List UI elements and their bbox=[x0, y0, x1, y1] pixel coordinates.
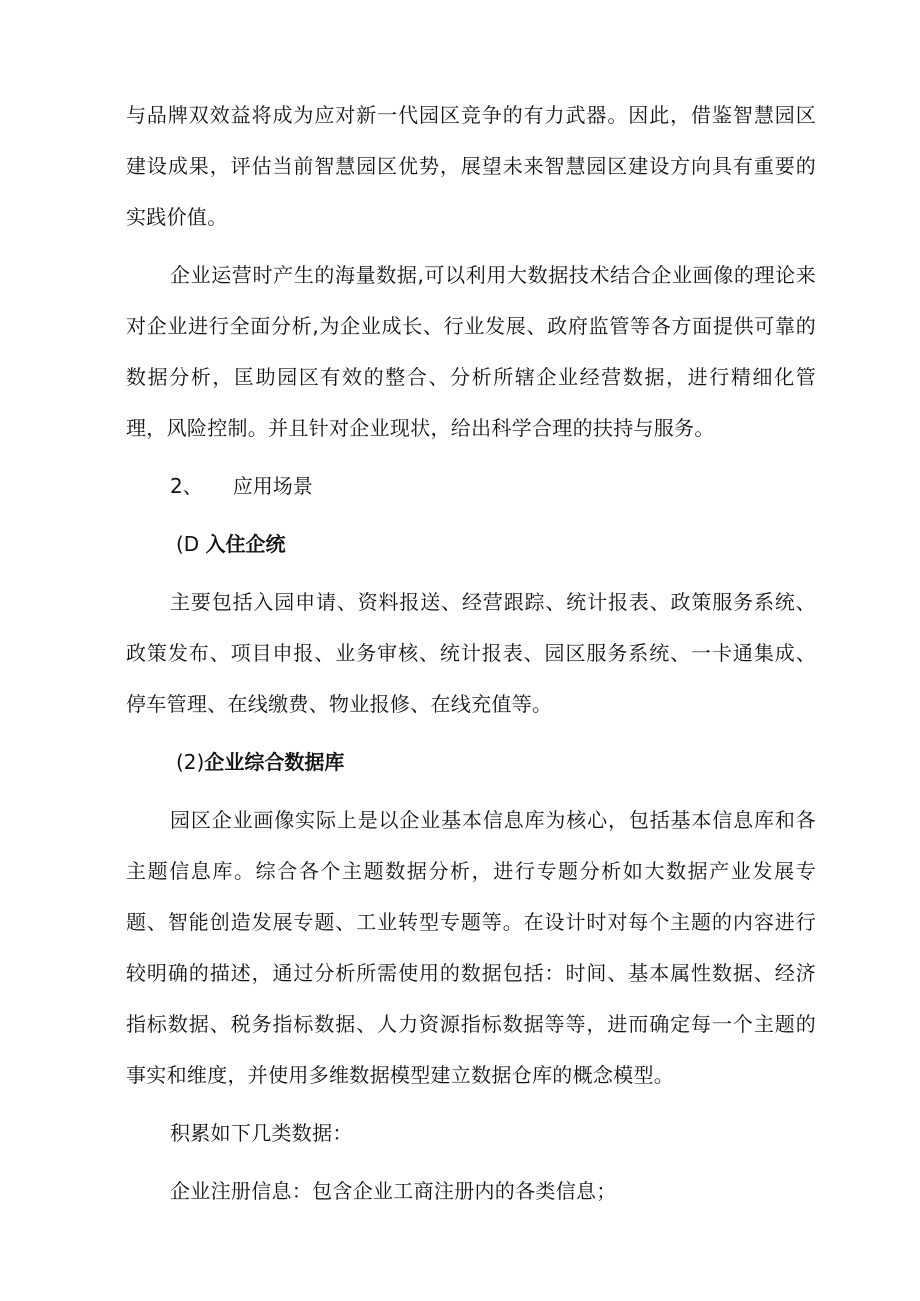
subsection-2-title: 企业综合数据库 bbox=[204, 750, 345, 774]
paragraph-portrait: 园区企业画像实际上是以企业基本信息库为核心，包括基本信息库和各主题信息库。综合各个主题数据分析，进行专题分析如大数据产业发展专题、智能创造发展专题、工业转型专题等。在设计时对每个主题的内容进行较明确的描述，通过分析所需使用的数据包括：时间、基本属性数据、经济指标数据、税务指标数据、人力资源指标数据等等，进而确定每一个主题的事实和维度，并使用多维数据模型建立数据仓库的概念模型。 bbox=[126, 808, 816, 1087]
subsection-heading-2 bbox=[126, 737, 816, 788]
subsection-1-title: 入住企统 bbox=[205, 532, 286, 556]
paragraph-intro-continued: 与品牌双效益将成为应对新一代园区竞争的有力武器。因此，借鉴智慧园区建设成果，评估当前智慧园区优势，展望未来智慧园区建设方向具有重要的实践价值。 bbox=[126, 103, 816, 229]
paragraph-data-types: 积累如下几类数据： bbox=[170, 1121, 353, 1145]
subsection-heading-1 bbox=[126, 519, 816, 570]
document-page bbox=[126, 90, 816, 1217]
section-title: 应用场景 bbox=[232, 474, 313, 498]
section-number: 2、 bbox=[170, 474, 203, 498]
subsection-2-prefix: (2) bbox=[176, 750, 205, 774]
section-heading bbox=[126, 461, 816, 512]
subsection-1-prefix: (D bbox=[176, 532, 200, 556]
paragraph-enterprise-data: 企业运营时产生的海量数据,可以利用大数据技术结合企业画像的理论来对企业进行全面分析,为企业成长、行业发展、政府监管等各方面提供可靠的数据分析，匡助园区有效的整合、分析所辖企业经营数据，进行精细化管理，风险控制。并且针对企业现状，给出科学合理的扶持与服务。 bbox=[126, 263, 816, 440]
paragraph-scenarios: 主要包括入园申请、资料报送、经营跟踪、统计报表、政策服务系统、政策发布、项目申报、业务审核、统计报表、园区服务系统、一卡通集成、停车管理、在线缴费、物业报修、在线充值等。 bbox=[126, 590, 816, 716]
paragraph-registration: 企业注册信息：包含企业工商注册内的各类信息； bbox=[170, 1179, 617, 1203]
